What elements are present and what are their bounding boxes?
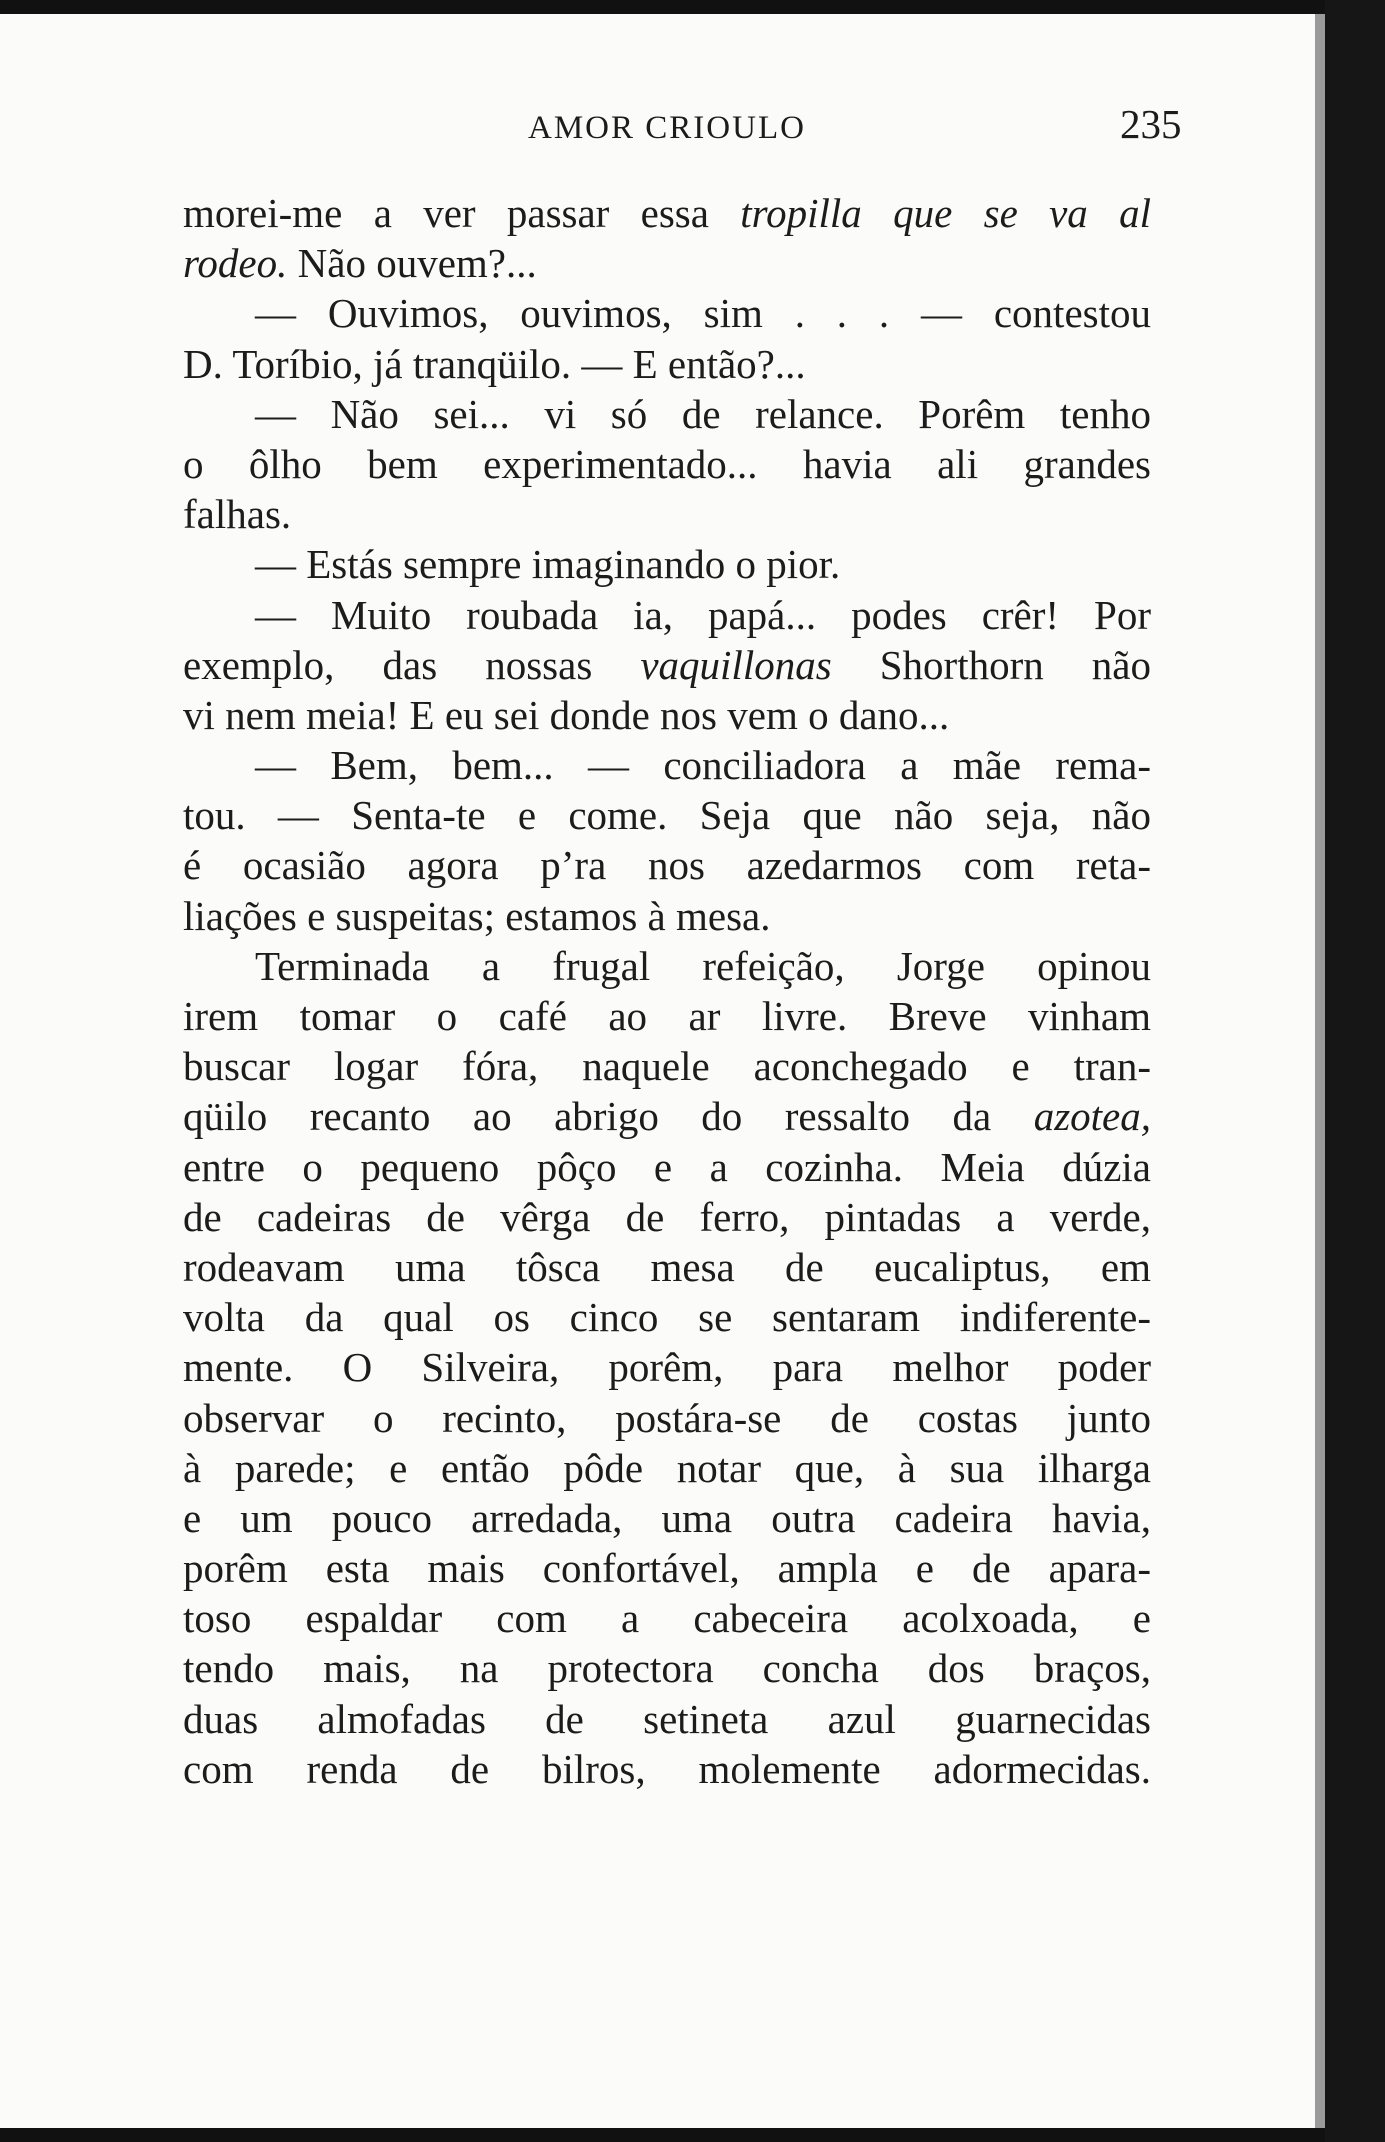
scan-border-right <box>1325 0 1385 2142</box>
text-line <box>183 690 1151 740</box>
text-line <box>183 1643 1151 1693</box>
text-segment: de cadeiras de vêrga de ferro, pintadas a verde, <box>183 1193 1151 1240</box>
text-line <box>183 991 1151 1041</box>
text-line <box>183 790 1151 840</box>
text-line <box>183 188 1151 238</box>
text-line <box>183 1744 1151 1794</box>
text-line <box>183 590 1151 640</box>
text-segment: falhas. <box>183 491 292 538</box>
page-number: 235 <box>1120 101 1182 147</box>
text-segment: volta da qual os cinco se sentaram indiferente- <box>183 1294 1151 1341</box>
italic-text: tropilla que se va al <box>740 190 1151 236</box>
text-segment: toso espaldar com a cabeceira acolxoada, e <box>183 1595 1151 1642</box>
text-line <box>183 1393 1151 1443</box>
text-line <box>183 1443 1151 1493</box>
text-line <box>183 1593 1151 1643</box>
text-segment: Não ouvem?... <box>287 240 537 287</box>
text-segment: vi nem meia! E eu sei donde nos vem o dano... <box>183 691 950 738</box>
text-line <box>183 1192 1151 1242</box>
text-line <box>183 1342 1151 1392</box>
scan-border-bottom <box>0 2128 1385 2142</box>
italic-text: vaquillonas <box>640 641 832 688</box>
text-line <box>183 891 1151 941</box>
text-segment: observar o recinto, postára-se de costas junto <box>183 1394 1151 1441</box>
text-line <box>183 1292 1151 1342</box>
text-segment: é ocasião agora p’ra nos azedarmos com reta- <box>183 842 1151 889</box>
text-segment: — Bem, bem... — conciliadora a mãe rema- <box>255 742 1151 789</box>
text-segment: — Muito roubada ia, papá... podes crêr! Por <box>255 591 1151 638</box>
text-line <box>183 1091 1151 1141</box>
text-segment: qüilo recanto ao abrigo do ressalto da <box>183 1093 1034 1140</box>
text-segment: — Ouvimos, ouvimos, sim . . . — contestou <box>255 290 1151 337</box>
text-segment: duas almofadas de setineta azul guarnecidas <box>183 1695 1151 1742</box>
text-segment: porêm esta mais confortável, ampla e de apara- <box>183 1545 1151 1592</box>
text-line <box>183 489 1151 539</box>
text-line <box>183 1142 1151 1192</box>
text-line <box>183 1493 1151 1543</box>
text-segment: — Não sei... vi só de relance. Porêm tenho <box>255 390 1151 437</box>
scan-border-top <box>0 0 1385 14</box>
text-segment: Terminada a frugal refeição, Jorge opinou <box>255 942 1151 989</box>
text-segment: com renda de bilros, molemente adormecidas. <box>183 1745 1151 1792</box>
italic-text: rodeo. <box>183 240 288 287</box>
running-title: AMOR CRIOULO <box>528 110 806 146</box>
text-segment: irem tomar o café ao ar livre. Breve vinham <box>183 993 1151 1039</box>
text-segment: buscar logar fóra, naquele aconchegado e tran- <box>183 1043 1151 1090</box>
text-line <box>183 1242 1151 1292</box>
text-line <box>183 740 1151 790</box>
text-line <box>183 389 1151 439</box>
text-segment: tou. — Senta-te e come. Seja que não seja, não <box>183 792 1151 839</box>
text-line <box>183 1694 1151 1744</box>
text-segment: Shorthorn não <box>831 641 1151 688</box>
text-line <box>183 840 1151 890</box>
text-segment: liações e suspeitas; estamos à mesa. <box>183 892 771 939</box>
italic-text: azotea, <box>1033 1093 1151 1140</box>
text-line <box>183 941 1151 991</box>
body-text <box>183 188 1151 1794</box>
text-segment: mente. O Silveira, porêm, para melhor poder <box>183 1344 1151 1391</box>
text-segment: entre o pequeno pôço e a cozinha. Meia dúzia <box>183 1143 1151 1190</box>
text-segment: — Estás sempre imaginando o pior. <box>255 541 841 588</box>
text-line <box>183 1543 1151 1593</box>
text-segment: exemplo, das nossas <box>183 641 641 688</box>
text-segment: morei-me a ver passar essa <box>183 190 741 236</box>
text-line <box>183 238 1151 288</box>
text-segment: à parede; e então pôde notar que, à sua ilharga <box>183 1444 1151 1491</box>
text-segment: tendo mais, na protectora concha dos braços, <box>183 1645 1151 1692</box>
text-line <box>183 1041 1151 1091</box>
text-segment: rodeavam uma tôsca mesa de eucaliptus, em <box>183 1243 1151 1290</box>
text-line <box>183 439 1151 489</box>
page-header <box>0 92 1200 152</box>
text-line <box>183 640 1151 690</box>
text-line <box>183 539 1151 589</box>
page-gutter-shadow <box>1315 14 1325 2128</box>
text-segment: e um pouco arredada, uma outra cadeira havia, <box>183 1494 1151 1541</box>
text-line <box>183 339 1151 389</box>
text-line <box>183 288 1151 338</box>
text-segment: o ôlho bem experimentado... havia ali grandes <box>183 440 1151 487</box>
text-segment: D. Toríbio, já tranqüilo. — E então?... <box>183 340 806 387</box>
